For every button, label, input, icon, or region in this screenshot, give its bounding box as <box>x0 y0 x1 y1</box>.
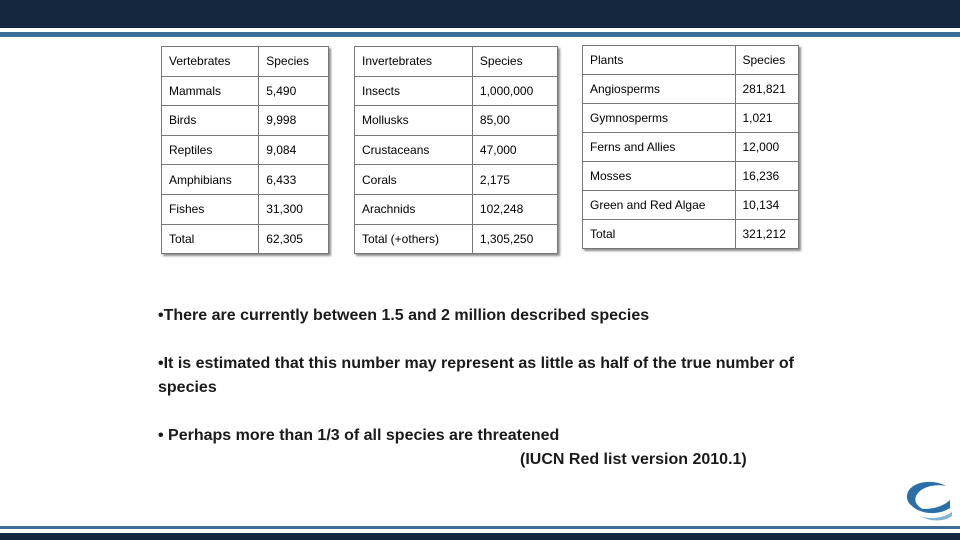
table-cell: Total (+others) <box>355 224 473 254</box>
table-cell: Amphibians <box>162 165 259 195</box>
table-cell: 2,175 <box>472 165 557 195</box>
table-row <box>162 76 329 106</box>
table-cell: Total <box>162 224 259 254</box>
table-header-cell: Invertebrates <box>355 47 473 77</box>
table-cell: Arachnids <box>355 194 473 224</box>
table-cell: 62,305 <box>259 224 329 254</box>
citation: (IUCN Red list version 2010.1) <box>520 451 747 468</box>
table-row <box>162 165 329 195</box>
table-cell: 321,212 <box>735 220 799 249</box>
table-cell: Mammals <box>162 76 259 106</box>
vertebrates-table <box>161 46 329 254</box>
plants-table <box>582 45 799 249</box>
table-row <box>355 106 558 136</box>
top-banner <box>0 0 960 28</box>
table-row <box>355 76 558 106</box>
table-header-cell: Species <box>735 46 799 75</box>
table-cell: Green and Red Algae <box>583 191 736 220</box>
bullet-described-species: •There are currently between 1.5 and 2 million described species <box>158 307 650 324</box>
table-cell: Mollusks <box>355 106 473 136</box>
table-cell: Insects <box>355 76 473 106</box>
table-cell: Corals <box>355 165 473 195</box>
table-row <box>162 135 329 165</box>
table-header-row <box>355 47 558 77</box>
bullet-threatened: • Perhaps more than 1/3 of all species are threatened <box>158 427 560 444</box>
table-header-cell: Plants <box>583 46 736 75</box>
table-cell: 1,021 <box>735 104 799 133</box>
table-row <box>583 104 799 133</box>
table-cell: 12,000 <box>735 133 799 162</box>
top-accent-line <box>0 32 960 37</box>
table-cell: 5,490 <box>259 76 329 106</box>
table-row <box>355 135 558 165</box>
table-row <box>355 165 558 195</box>
table-header-cell: Species <box>259 47 329 77</box>
bullet-estimate: •It is estimated that this number may represent as little as half of the true number of species <box>158 355 794 396</box>
table-header-cell: Species <box>472 47 557 77</box>
table-row <box>162 194 329 224</box>
table-cell: 16,236 <box>735 162 799 191</box>
table-header-row <box>583 46 799 75</box>
table-cell: 85,00 <box>472 106 557 136</box>
table-cell: 6,433 <box>259 165 329 195</box>
table-cell: Mosses <box>583 162 736 191</box>
table-row <box>162 106 329 136</box>
table-cell: 281,821 <box>735 75 799 104</box>
table-row <box>583 191 799 220</box>
table-cell: 9,998 <box>259 106 329 136</box>
table-cell: Birds <box>162 106 259 136</box>
table-cell: 1,305,250 <box>472 224 557 254</box>
table-cell: 9,084 <box>259 135 329 165</box>
bottom-accent-line <box>0 526 960 529</box>
table-cell: 31,300 <box>259 194 329 224</box>
table-cell: 102,248 <box>472 194 557 224</box>
swoosh-logo-icon <box>902 478 954 522</box>
table-cell: Crustaceans <box>355 135 473 165</box>
table-cell: Angiosperms <box>583 75 736 104</box>
table-cell: Total <box>583 220 736 249</box>
invertebrates-table <box>354 46 558 254</box>
table-cell: Reptiles <box>162 135 259 165</box>
table-cell: 1,000,000 <box>472 76 557 106</box>
table-row <box>162 224 329 254</box>
table-row <box>355 224 558 254</box>
table-cell: Fishes <box>162 194 259 224</box>
table-header-cell: Vertebrates <box>162 47 259 77</box>
table-row <box>583 162 799 191</box>
table-row <box>583 133 799 162</box>
table-cell: Gymnosperms <box>583 104 736 133</box>
table-row <box>583 220 799 249</box>
table-cell: 10,134 <box>735 191 799 220</box>
table-cell: Ferns and Allies <box>583 133 736 162</box>
bottom-banner <box>0 533 960 540</box>
table-row <box>583 75 799 104</box>
table-cell: 47,000 <box>472 135 557 165</box>
table-row <box>355 194 558 224</box>
table-header-row <box>162 47 329 77</box>
